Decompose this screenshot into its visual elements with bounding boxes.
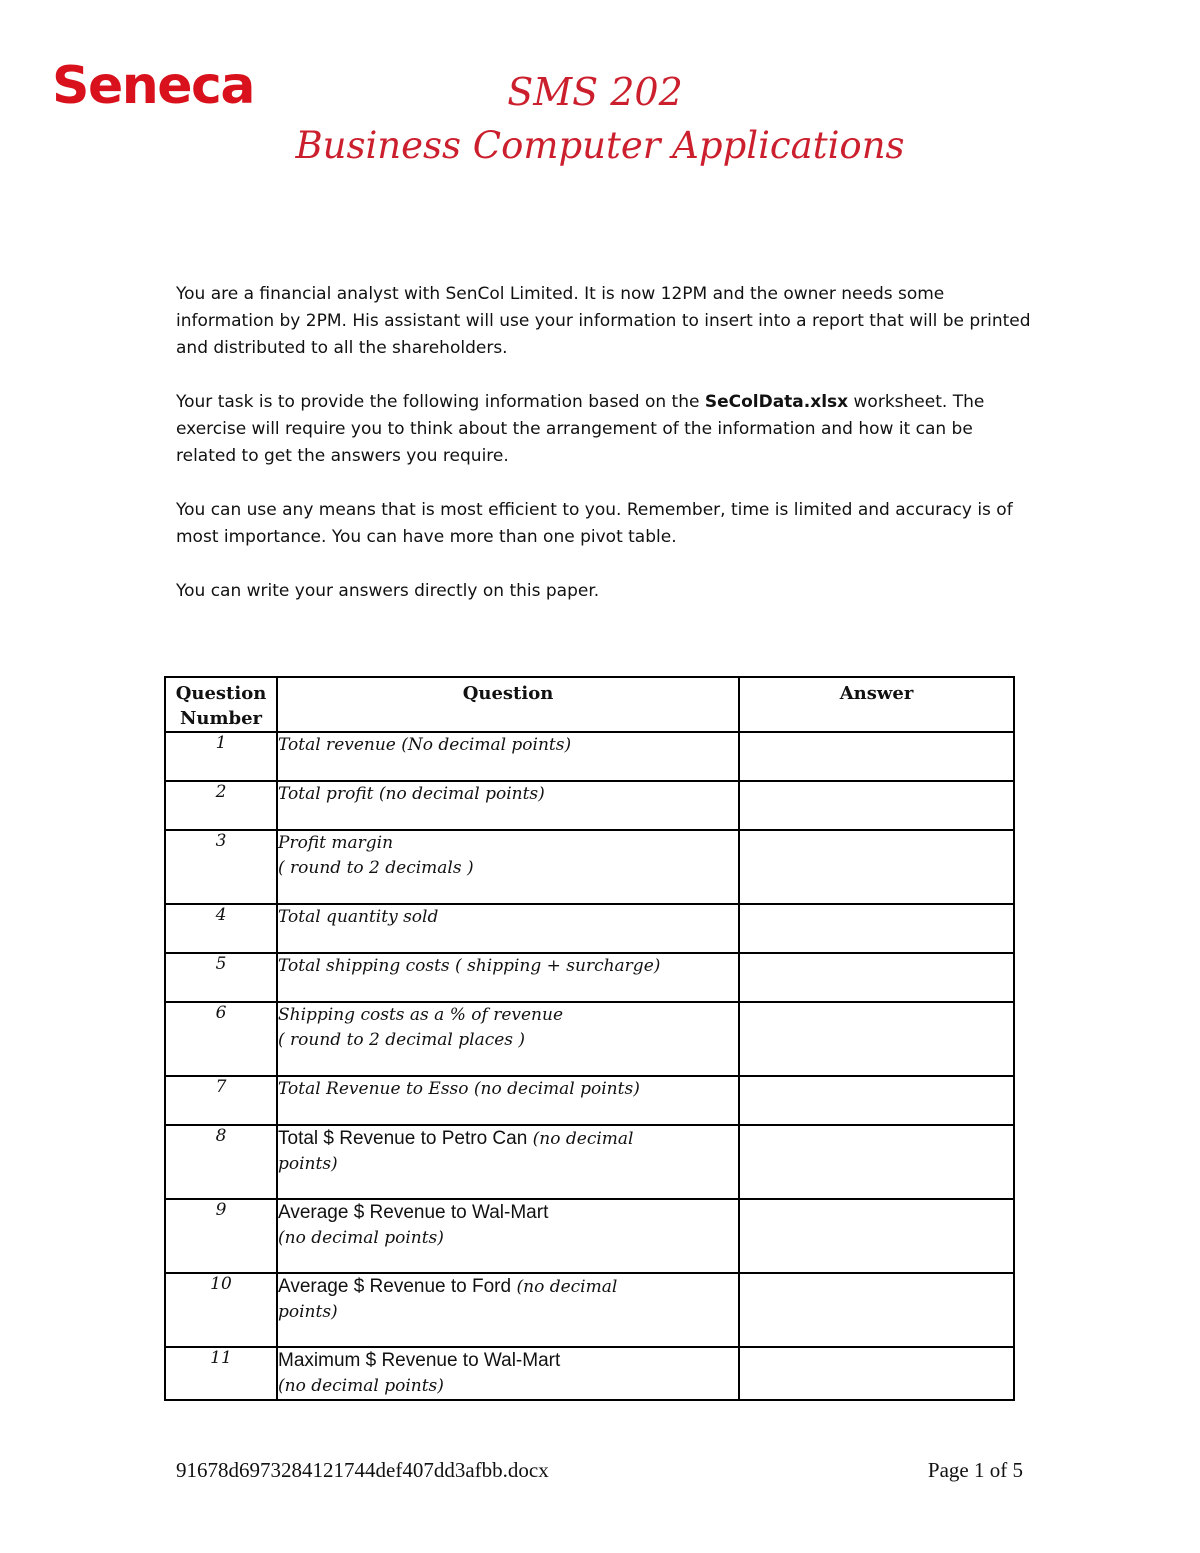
question-number: 4 xyxy=(165,904,277,953)
question-number: 6 xyxy=(165,1002,277,1076)
course-title: Business Computer Applications xyxy=(295,124,905,167)
data-file-name: SeColData.xlsx xyxy=(704,392,849,412)
question-number: 2 xyxy=(165,781,277,830)
answer-cell[interactable] xyxy=(739,953,1014,1002)
answer-cell[interactable] xyxy=(739,904,1014,953)
course-code: SMS 202 xyxy=(507,70,683,114)
table-header-row xyxy=(165,677,1014,732)
question-number: 10 xyxy=(165,1273,277,1347)
table-row xyxy=(165,1273,1014,1347)
footer-filename: 91678d6973284121744def407dd3afbb.docx xyxy=(176,1458,549,1482)
header-question: Question xyxy=(277,677,739,732)
question-text: Shipping costs as a % of revenue ( round to 2 decimal places ) xyxy=(277,1002,739,1076)
question-text: Total profit (no decimal points) xyxy=(277,781,739,830)
table-row xyxy=(165,830,1014,904)
header-question-number: Question Number xyxy=(165,677,277,732)
question-table xyxy=(164,676,1015,1401)
table-row xyxy=(165,1347,1014,1400)
question-text: Profit margin ( round to 2 decimals ) xyxy=(277,830,739,904)
intro-paragraph-3: You can use any means that is most efficient to you. Remember, time is limited and accuracy is of most importance. You can have more than one pivot table. xyxy=(176,500,1013,547)
question-number: 9 xyxy=(165,1199,277,1273)
seneca-logo: Seneca xyxy=(52,56,254,116)
question-number: 8 xyxy=(165,1125,277,1199)
table-row xyxy=(165,1199,1014,1273)
question-text: Total quantity sold xyxy=(277,904,739,953)
question-text: Maximum $ Revenue to Wal-Mart (no decimal points) xyxy=(277,1347,739,1400)
answer-cell[interactable] xyxy=(739,732,1014,781)
question-number: 7 xyxy=(165,1076,277,1125)
answer-cell[interactable] xyxy=(739,1076,1014,1125)
question-number: 11 xyxy=(165,1347,277,1400)
question-number: 1 xyxy=(165,732,277,781)
table-row xyxy=(165,781,1014,830)
question-text: Total Revenue to Esso (no decimal points) xyxy=(277,1076,739,1125)
table-row xyxy=(165,1125,1014,1199)
question-text: Average $ Revenue to Ford (no decimal points) xyxy=(277,1273,739,1347)
table-row xyxy=(165,953,1014,1002)
intro-paragraph-2: Your task is to provide the following information based on the SeColData.xlsx worksheet. The exercise will require you to think about the arrangement of the information and how it can be related to get the answers you require. xyxy=(176,392,985,466)
answer-cell[interactable] xyxy=(739,781,1014,830)
question-number: 3 xyxy=(165,830,277,904)
table-row xyxy=(165,1002,1014,1076)
question-text: Total shipping costs ( shipping + surcharge) xyxy=(277,953,739,1002)
question-text: Total $ Revenue to Petro Can (no decimal points) xyxy=(277,1125,739,1199)
answer-cell[interactable] xyxy=(739,830,1014,904)
intro-paragraph-4: You can write your answers directly on this paper. xyxy=(176,581,600,601)
answer-cell[interactable] xyxy=(739,1002,1014,1076)
table-row xyxy=(165,732,1014,781)
answer-cell[interactable] xyxy=(739,1125,1014,1199)
question-number: 5 xyxy=(165,953,277,1002)
question-text: Average $ Revenue to Wal-Mart (no decimal points) xyxy=(277,1199,739,1273)
table-row xyxy=(165,1076,1014,1125)
table-row xyxy=(165,904,1014,953)
page-number: Page 1 of 5 xyxy=(927,1458,1023,1482)
question-text: Total revenue (No decimal points) xyxy=(277,732,739,781)
answer-cell[interactable] xyxy=(739,1199,1014,1273)
instructions xyxy=(176,281,1036,632)
header-answer: Answer xyxy=(739,677,1014,732)
answer-cell[interactable] xyxy=(739,1273,1014,1347)
answer-cell[interactable] xyxy=(739,1347,1014,1400)
intro-paragraph-1: You are a financial analyst with SenCol Limited. It is now 12PM and the owner needs some information by 2PM. His assistant will use your information to insert into a report that will be printed and distributed to all the shareholders. xyxy=(176,284,1031,358)
